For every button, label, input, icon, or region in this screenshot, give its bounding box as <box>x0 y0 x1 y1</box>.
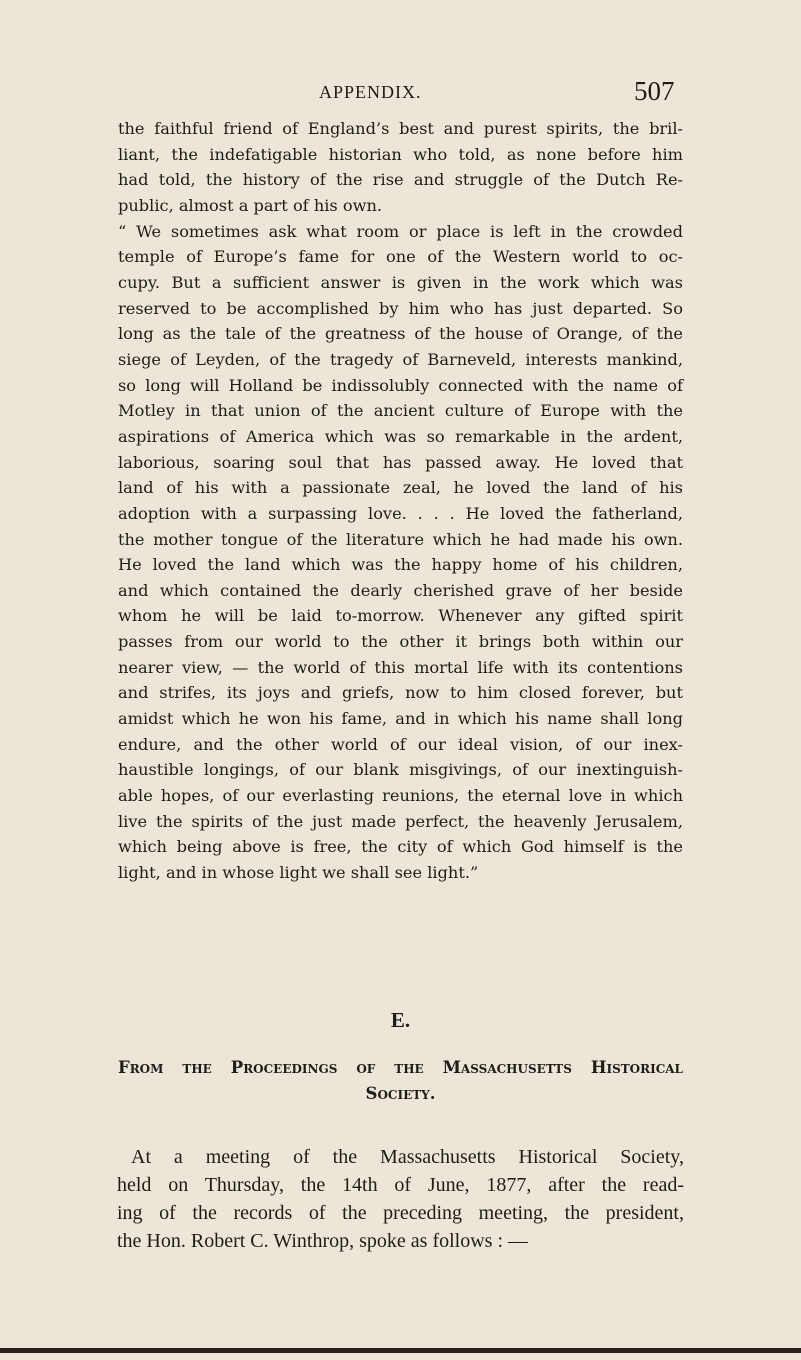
text-line: aspirations of America which was so remarkable in the ardent, <box>118 426 683 446</box>
text-line: able hopes, of our everlasting reunions, the eternal love in which <box>118 786 683 806</box>
text-line: He loved the land which was the happy home of his children, <box>118 555 683 575</box>
text-line: the mother tongue of the literature which he had made his own. <box>118 529 683 549</box>
text-line: the faithful friend of England’s best and purest spirits, the bril- <box>118 119 683 138</box>
section-heading-continued: Society. <box>365 1084 436 1103</box>
text-line: adoption with a surpassing love. . . . He loved the fatherland, <box>118 503 683 523</box>
text-line: cupy. But a sufficient answer is given in the work which was <box>118 272 683 292</box>
text-line: haustible longings, of our blank misgivings, of our inextinguish- <box>118 760 683 780</box>
text-line: whom he will be laid to-morrow. Whenever any gifted spirit <box>118 606 683 626</box>
text-line: long as the tale of the greatness of the house of Orange, of the <box>118 324 683 344</box>
text-line: so long will Holland be indissolubly connected with the name of <box>118 375 683 395</box>
text-line: and which contained the dearly cherished grave of her beside <box>118 580 683 600</box>
section-text-line: ing of the records of the preceding meeting, the president, <box>117 1202 684 1224</box>
text-line: laborious, soaring soul that has passed away. He loved that <box>118 452 683 472</box>
text-line: light, and in whose light we shall see light.” <box>118 863 479 883</box>
section-letter: E. <box>390 1008 411 1032</box>
text-line: and strifes, its joys and griefs, now to him closed forever, but <box>118 683 683 703</box>
body-paragraphs <box>118 116 683 886</box>
page-number: 507 <box>634 76 675 106</box>
section-text-line: the Hon. Robert C. Winthrop, spoke as follows : — <box>117 1230 529 1252</box>
text-line: nearer view, — the world of this mortal life with its contentions <box>118 657 683 677</box>
text-line: endure, and the other world of our ideal vision, of our inex- <box>118 734 683 754</box>
page-edge-rule <box>0 1348 801 1353</box>
text-line: temple of Europe’s fame for one of the Western world to oc- <box>118 247 683 267</box>
running-head <box>0 76 801 110</box>
text-line: had told, the history of the rise and struggle of the Dutch Re- <box>118 170 683 190</box>
text-line: siege of Leyden, of the tragedy of Barneveld, interests mankind, <box>118 349 683 369</box>
text-line: Motley in that union of the ancient culture of Europe with the <box>118 401 683 421</box>
text-line: reserved to be accomplished by him who has just departed. So <box>118 298 683 318</box>
text-line: “ We sometimes ask what room or place is left in the crowded <box>118 221 683 241</box>
text-line: public, almost a part of his own. <box>118 195 383 215</box>
section-text-line: At a meeting of the Massachusetts Historical Society, <box>131 1146 684 1168</box>
text-line: liant, the indefatigable historian who told, as none before him <box>118 144 683 164</box>
text-line: live the spirits of the just made perfect, the heavenly Jerusalem, <box>118 811 683 831</box>
text-line: passes from our world to the other it brings both within our <box>118 632 683 652</box>
text-line: land of his with a passionate zeal, he loved the land of his <box>118 478 683 498</box>
running-title: APPENDIX. <box>319 82 422 102</box>
section-heading: From the Proceedings of the Massachusetts Historical <box>118 1058 683 1077</box>
section-text-line: held on Thursday, the 14th of June, 1877, after the read- <box>117 1174 684 1196</box>
text-line: which being above is free, the city of which God himself is the <box>118 837 683 857</box>
section-paragraph <box>117 1143 684 1255</box>
text-line: amidst which he won his fame, and in which his name shall long <box>118 709 683 729</box>
